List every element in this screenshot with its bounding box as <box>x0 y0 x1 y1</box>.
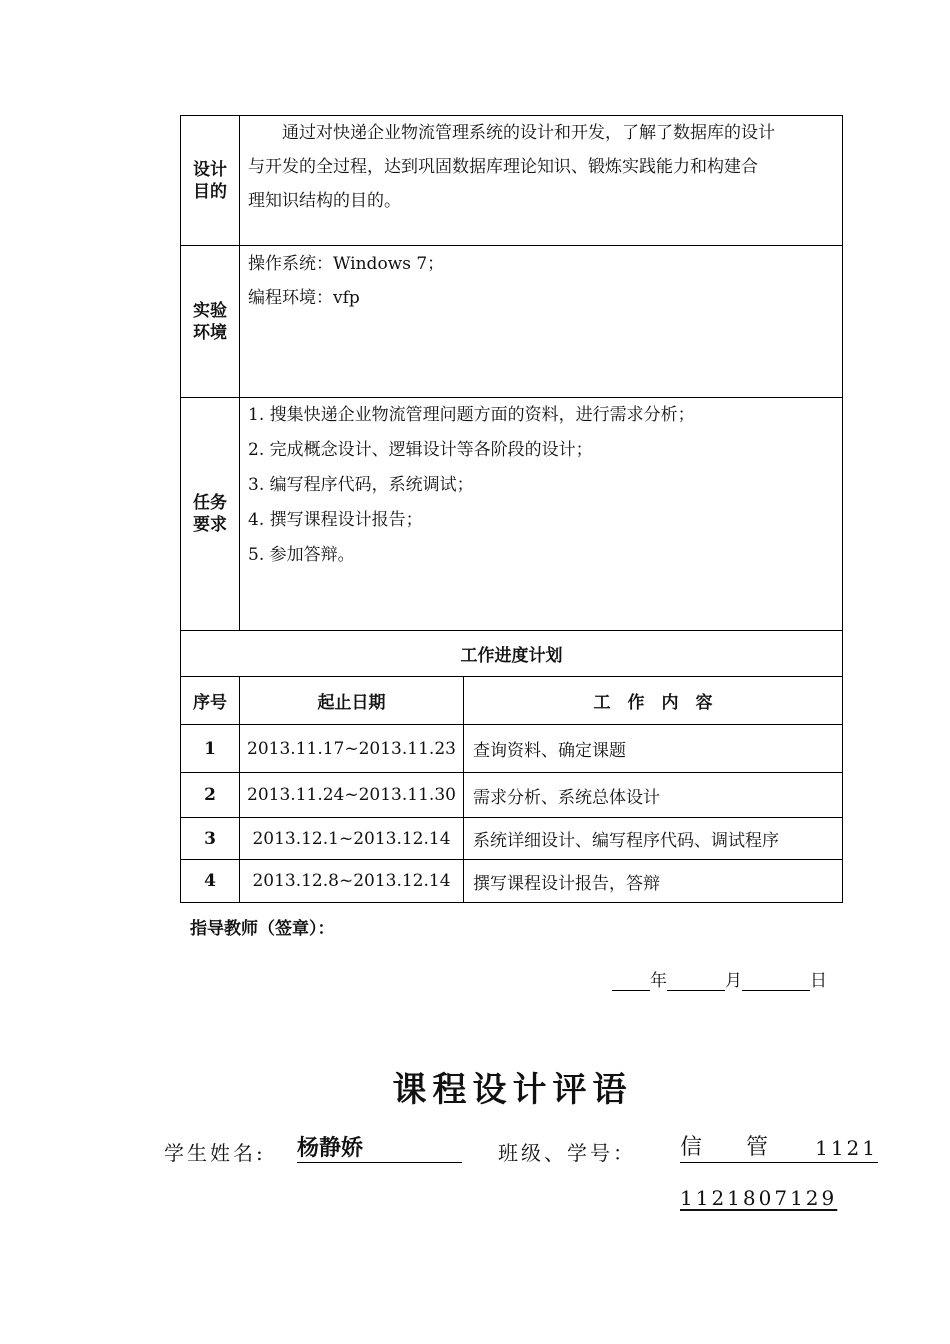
row-content: 系统详细设计、编写程序代码、调试程序 <box>464 818 843 860</box>
class-value <box>680 1134 878 1163</box>
year-blank <box>612 970 650 991</box>
requirements-label: 任务 要求 <box>181 398 240 631</box>
teacher-signature-label: 指导教师（签章）： <box>190 919 335 939</box>
class-number: 1121 <box>815 1136 878 1160</box>
month-blank <box>667 970 725 991</box>
environment-row <box>181 246 843 398</box>
schedule-header-row <box>181 677 843 725</box>
design-purpose-line: 通过对快递企业物流管理系统的设计和开发，了解了数据库的设计 <box>282 123 775 143</box>
requirement-item: 5. 参加答辩。 <box>248 545 355 565</box>
row-date: 2013.12.1~2013.12.14 <box>240 818 464 860</box>
student-name-label: 学生姓名: <box>164 1141 266 1165</box>
row-content: 撰写课程设计报告，答辩 <box>464 860 843 903</box>
course-design-form <box>180 115 843 903</box>
row-content: 查询资料、确定课题 <box>464 725 843 773</box>
os-line: 操作系统：Windows 7； <box>248 254 445 274</box>
row-content: 需求分析、系统总体设计 <box>464 773 843 818</box>
year-label: 年 <box>650 971 667 991</box>
schedule-title: 工作进度计划 <box>181 631 843 677</box>
day-blank <box>742 970 810 991</box>
evaluation-title: 课程设计评语 <box>392 1070 633 1110</box>
header-date: 起止日期 <box>240 677 464 725</box>
ide-line: 编程环境：vfp <box>248 288 360 308</box>
class-major: 信管 <box>680 1135 813 1160</box>
requirements-content <box>240 398 843 631</box>
table-row <box>181 773 843 818</box>
student-name-value: 杨静娇 <box>297 1134 462 1163</box>
header-content: 工 作 内 容 <box>464 677 843 725</box>
design-purpose-row <box>181 116 843 246</box>
student-id-value: 1121807129 <box>680 1186 838 1210</box>
header-no: 序号 <box>181 677 240 725</box>
row-no: 3 <box>181 818 240 860</box>
row-no: 1 <box>181 725 240 773</box>
requirement-item: 4. 撰写课程设计报告； <box>248 510 423 530</box>
class-id-label: 班级、学号： <box>498 1141 636 1165</box>
schedule-title-row <box>181 631 843 677</box>
table-row <box>181 860 843 903</box>
signature-date <box>612 966 827 991</box>
row-no: 2 <box>181 773 240 818</box>
design-purpose-label: 设计 目的 <box>181 116 240 246</box>
design-purpose-content <box>240 116 843 246</box>
table-row <box>181 725 843 773</box>
row-date: 2013.11.17~2013.11.23 <box>240 725 464 773</box>
environment-label: 实验 环境 <box>181 246 240 398</box>
day-label: 日 <box>810 971 827 991</box>
design-purpose-line: 与开发的全过程，达到巩固数据库理论知识、锻炼实践能力和构建合 <box>248 157 758 177</box>
design-purpose-line: 理知识结构的目的。 <box>248 191 401 211</box>
row-date: 2013.11.24~2013.11.30 <box>240 773 464 818</box>
requirement-item: 3. 编写程序代码，系统调试； <box>248 475 474 495</box>
month-label: 月 <box>725 971 742 991</box>
row-date: 2013.12.8~2013.12.14 <box>240 860 464 903</box>
requirements-row <box>181 398 843 631</box>
row-no: 4 <box>181 860 240 903</box>
table-row <box>181 818 843 860</box>
requirement-item: 1. 搜集快递企业物流管理问题方面的资料，进行需求分析； <box>248 405 695 425</box>
environment-content <box>240 246 843 398</box>
requirement-item: 2. 完成概念设计、逻辑设计等各阶段的设计； <box>248 440 593 460</box>
